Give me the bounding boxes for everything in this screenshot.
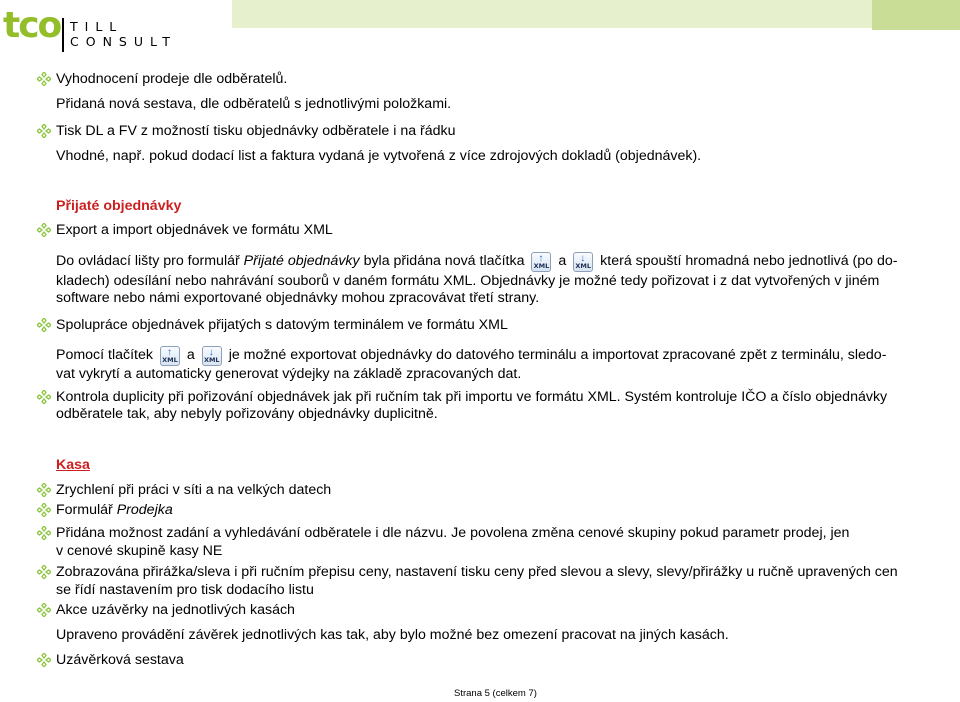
- bullet-text-cont: odběratele tak, aby nebyly pořizovány objednávky duplicitně.: [56, 406, 438, 422]
- arrow-down-icon: ↓: [208, 347, 214, 358]
- diamond-bullet-icon: [37, 653, 51, 667]
- arrow-up-icon: ↑: [538, 253, 544, 264]
- arrow-up-icon: ↑: [166, 347, 172, 358]
- text: Formulář: [56, 502, 113, 518]
- diamond-bullet-icon: [37, 124, 51, 138]
- bullet-text: Tisk DL a FV z možností tisku objednávky odběratele i na řádku: [56, 123, 456, 139]
- bullet-text: Uzávěrková sestava: [56, 652, 184, 668]
- bullet-text: [56, 501, 173, 519]
- paragraph-line: [56, 252, 898, 272]
- paragraph-line: vat vykrytí a automaticky generovat výdejky na základě zpracovaných dat.: [56, 366, 522, 382]
- diamond-bullet-icon: [37, 603, 51, 617]
- section-heading-prijate: Přijaté objednávky: [56, 198, 182, 214]
- header-band: [232, 0, 960, 28]
- diamond-bullet-icon: [37, 503, 51, 517]
- bullet-text: Akce uzávěrky na jednotlivých kasách: [56, 602, 295, 618]
- bullet-text: Vyhodnocení prodeje dle odběratelů.: [56, 71, 288, 87]
- logo-tco: tco: [3, 5, 61, 46]
- xml-label: XML: [575, 262, 592, 270]
- text: která spouští hromadná nebo jednotlivá (po do-: [600, 253, 898, 269]
- paragraph-line: [56, 346, 886, 366]
- bullet-text: Spolupráce objednávek přijatých s datovým terminálem ve formátu XML: [56, 317, 508, 333]
- bullet-text: Zobrazována přirážka/sleva i při ručním přepisu ceny, nastavení tisku ceny před slevou a slevy, slevy/přirážky u ručně upravených cen: [56, 564, 898, 580]
- diamond-bullet-icon: [37, 223, 51, 237]
- bullet-text-cont: v cenové skupině kasy NE: [56, 543, 223, 559]
- bullet-text: Kontrola duplicity při pořizování objednávek jak při ručním tak při importu ve formátu XML. Systém kontroluje IČO a číslo objednávky: [56, 389, 888, 405]
- form-name: Prodejka: [116, 502, 173, 518]
- header-corner-box: [872, 0, 960, 30]
- arrow-down-icon: ↓: [580, 253, 586, 264]
- xml-import-button[interactable]: [202, 346, 222, 366]
- diamond-bullet-icon: [37, 565, 51, 579]
- diamond-bullet-icon: [37, 526, 51, 540]
- logo-divider: [62, 18, 64, 52]
- diamond-bullet-icon: [37, 72, 51, 86]
- xml-export-button[interactable]: [160, 346, 180, 366]
- xml-export-button[interactable]: [531, 252, 551, 272]
- logo-consult: CONSULT: [70, 34, 177, 49]
- xml-label: XML: [203, 356, 220, 364]
- xml-label: XML: [533, 262, 550, 270]
- section-heading-kasa: Kasa: [56, 457, 90, 473]
- page-footer: Strana 5 (celkem 7): [454, 688, 537, 699]
- xml-label: XML: [162, 356, 178, 364]
- text: byla přidána nová tlačítka: [363, 253, 525, 269]
- bullet-subtext: Přidaná nová sestava, dle odběratelů s jednotlivými položkami.: [56, 96, 452, 112]
- text: a: [186, 347, 195, 363]
- diamond-bullet-icon: [37, 318, 51, 332]
- form-name: Přijaté objednávky: [243, 253, 360, 269]
- text: a: [558, 253, 567, 269]
- diamond-bullet-icon: [37, 390, 51, 404]
- bullet-text: Přidána možnost zadání a vyhledávání odběratele i dle názvu. Je povolena změna cenové skupiny pokud parametr prodej, jen: [56, 525, 850, 541]
- text: Do ovládací lišty pro formulář: [56, 253, 240, 269]
- logo-till: TILL: [70, 19, 124, 34]
- diamond-bullet-icon: [37, 483, 51, 497]
- text: je možné exportovat objednávky do datového terminálu a importovat zpracované zpět z terminálu, sledo-: [228, 347, 887, 363]
- bullet-text: Zrychlení při práci v síti a na velkých datech: [56, 482, 332, 498]
- bullet-subtext: Upraveno provádění závěrek jednotlivých kas tak, aby bylo možné bez omezení pracovat na jiných kasách.: [56, 627, 729, 643]
- bullet-subtext: Vhodné, např. pokud dodací list a faktura vydaná je vytvořená z více zdrojových dokladů (objednávek).: [56, 148, 702, 164]
- text: Pomocí tlačítek: [56, 347, 153, 363]
- bullet-text-cont: se řídí nastavením pro tisk dodacího listu: [56, 582, 314, 598]
- bullet-text: Export a import objednávek ve formátu XML: [56, 222, 333, 238]
- paragraph-line: software nebo námi exportované objednávky mohou zpracovávat třetí strany.: [56, 290, 540, 306]
- xml-import-button[interactable]: [573, 252, 593, 272]
- paragraph-line: kladech) odesílání nebo nahrávání souborů v daném formátu XML. Objednávky je možné tedy pořizovat i z dat vytvořených v jiném: [56, 273, 880, 289]
